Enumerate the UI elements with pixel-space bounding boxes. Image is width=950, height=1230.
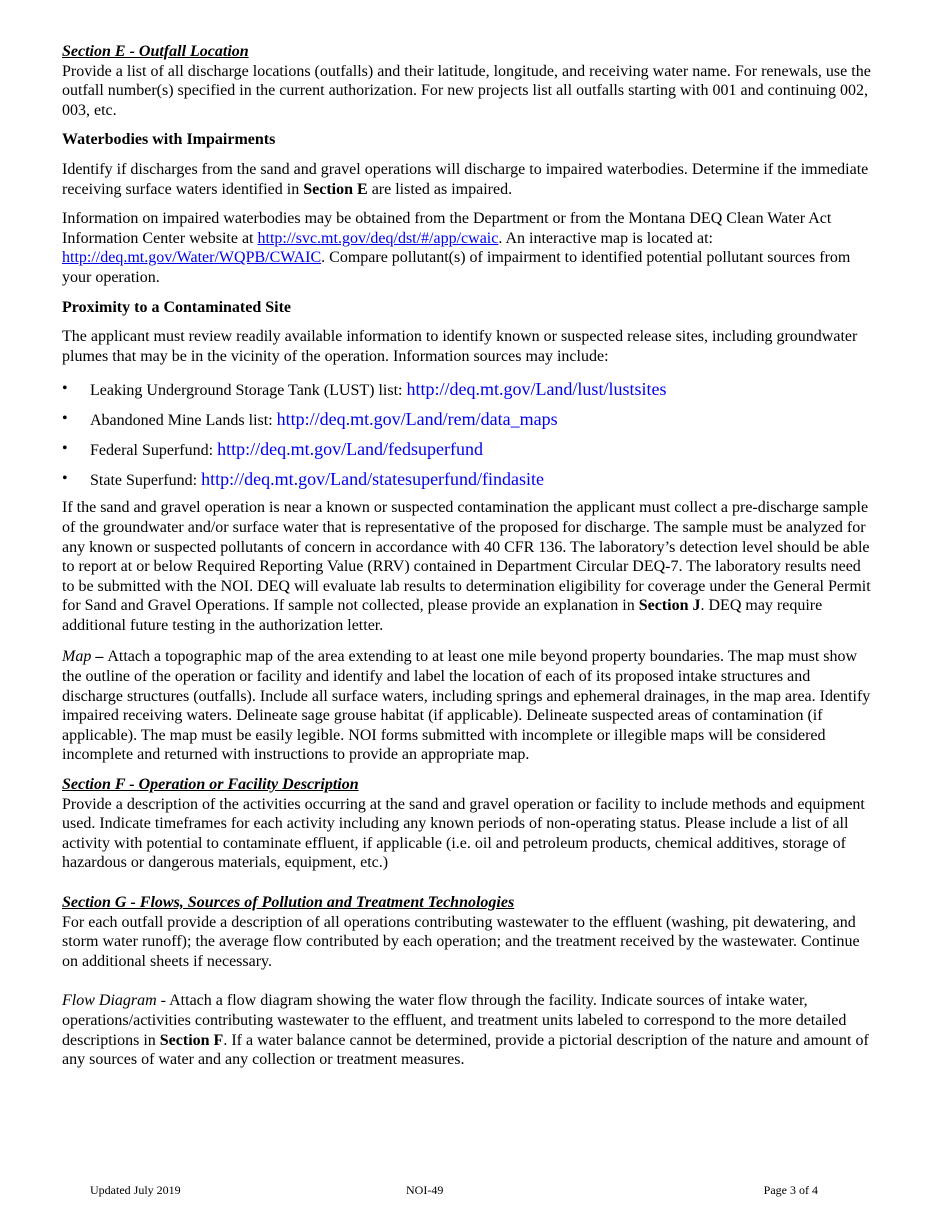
section-g-heading: Section G - Flows, Sources of Pollution and Treatment Technologies (62, 894, 515, 911)
text-run: . An interactive map is located at: (498, 229, 713, 247)
text-run: - Attach a flow diagram showing the water flow through the facility. Indicate sources of intake water, operations/activities contributing wastewater to the effluent, and treatment units labeled to correspond to the more detailed descriptions in (62, 992, 847, 1049)
footer-updated-date: Updated July 2019 (90, 1183, 181, 1197)
map-paragraph (62, 647, 872, 765)
bullet-icon: • (62, 470, 68, 488)
footer-page-number: Page 3 of 4 (763, 1183, 818, 1197)
list-item-mine-lands (62, 404, 872, 434)
state-superfund-link[interactable]: http://deq.mt.gov/Land/statesuperfund/findasite (201, 469, 545, 490)
info-sources-list (62, 374, 872, 494)
impairments-paragraph-2 (62, 209, 872, 287)
bullet-icon: • (62, 440, 68, 458)
text-run: . DEQ may require additional future testing in the authorization letter. (62, 597, 823, 634)
text-run: If the sand and gravel operation is near a known or suspected contamination the applicant must collect a pre-discharge sample of the groundwater and/or surface water that is representative of the proposed for discharge. The sample must be analyzed for any known or suspected pollutants of concern in accordance with 40 CFR 136. The laboratory’s detection level should be able to report at or below Required Reporting Value (RRV) contained in Department Circular DEQ-7. The laboratory results need to be submitted with the NOI. DEQ will evaluate lab results to determination eligibility for coverage under the General Permit for Sand and Gravel Operations. If sample not collected, please provide an explanation in (62, 499, 871, 615)
section-f-text: Provide a description of the activities occurring at the sand and gravel operation or facility to include methods and equipment used. Indicate timeframes for each activity including any known periods of non-operating status. Please include a list of all activity with potential to contaminate effluent, if applicable (i.e. oil and petroleum products, chemical additives, storage of hazardous or dangerous materials, equipment, etc.) (62, 795, 865, 872)
proximity-intro: The applicant must review readily available information to identify known or suspected release sites, including groundwater plumes that may be in the vicinity of the operation. Information sources may include: (62, 328, 858, 365)
cwaic-website-link[interactable]: http://svc.mt.gov/deq/dst/#/app/cwaic (257, 229, 499, 247)
proximity-heading: Proximity to a Contaminated Site (62, 298, 292, 316)
text-run: Attach a topographic map of the area extending to at least one mile beyond property boundaries. The map must show the outline of the operation or facility and identify and label the location of each of its proposed intake structures and discharge structures (outfalls). Include all surface waters, including springs and ephemeral drainages, in the map area. Identify impaired receiving waters. Delineate sage grouse habitat (if applicable). Delineate suspected areas of contamination (if applicable). The map must be easily legible. NOI forms submitted with incomplete or illegible maps will be considered incomplete and returned with instructions to provide an appropriate map. (62, 648, 871, 764)
source-label: Abandoned Mine Lands list: (90, 412, 277, 430)
text-run: . Compare pollutant(s) of impairment to identified potential pollutant sources from your operation. (62, 249, 851, 286)
lust-sites-link[interactable]: http://deq.mt.gov/Land/lust/lustsites (406, 379, 667, 400)
page-footer (0, 1182, 950, 1198)
sample-paragraph (62, 498, 872, 635)
footer-form-number: NOI-49 (406, 1183, 444, 1197)
list-item-lust (62, 374, 872, 404)
section-e-reference: Section E (303, 180, 368, 198)
section-e-intro: Provide a list of all discharge locations (outfalls) and their latitude, longitude, and receiving water name. For renewals, use the outfall number(s) specified in the current authorization. For new projects list all outfalls starting with 001 and continuing 002, 003, etc. (62, 62, 871, 119)
text-run: are listed as impaired. (367, 180, 513, 198)
federal-superfund-link[interactable]: http://deq.mt.gov/Land/fedsuperfund (217, 439, 484, 460)
section-e-heading: Section E - Outfall Location (62, 43, 249, 60)
cwaic-map-link[interactable]: http://deq.mt.gov/Water/WQPB/CWAIC (62, 249, 322, 267)
section-g-text: For each outfall provide a description of all operations contributing wastewater to the effluent (washing, pit dewatering, and storm water runoff); the average flow contributed by each operation; and the treatment received by the wastewater. Continue on additional sheets if necessary. (62, 913, 860, 970)
mine-lands-link[interactable]: http://deq.mt.gov/Land/rem/data_maps (276, 409, 558, 430)
flow-diagram-paragraph (62, 991, 872, 1069)
list-item-federal-superfund (62, 434, 872, 464)
text-run: Identify if discharges from the sand and gravel operations will discharge to impaired waterbodies. Determine if the immediate receiving surface waters identified in (62, 160, 869, 198)
flow-diagram-label: Flow Diagram (62, 992, 157, 1010)
source-label: Federal Superfund: (90, 442, 218, 460)
document-page (62, 42, 872, 1070)
text-run: Information on impaired waterbodies may be obtained from the Department or from the Montana DEQ Clean Water Act Information Center website at (62, 210, 832, 247)
map-label: Map (62, 648, 92, 666)
section-f-reference: Section F (159, 1031, 224, 1049)
bullet-icon: • (62, 380, 68, 398)
section-j-reference: Section J (638, 597, 701, 615)
source-label: State Superfund: (90, 472, 202, 490)
bullet-icon: • (62, 410, 68, 428)
source-label: Leaking Underground Storage Tank (LUST) list: (90, 382, 407, 400)
text-run: . If a water balance cannot be determined, provide a pictorial description of the nature and amount of any sources of water and any collection or treatment measures. (62, 1031, 869, 1069)
impairments-heading: Waterbodies with Impairments (62, 131, 276, 149)
list-item-state-superfund (62, 464, 872, 494)
map-dash: – (91, 648, 108, 666)
section-f-heading: Section F - Operation or Facility Description (62, 776, 359, 794)
impairments-paragraph-1 (62, 160, 872, 199)
